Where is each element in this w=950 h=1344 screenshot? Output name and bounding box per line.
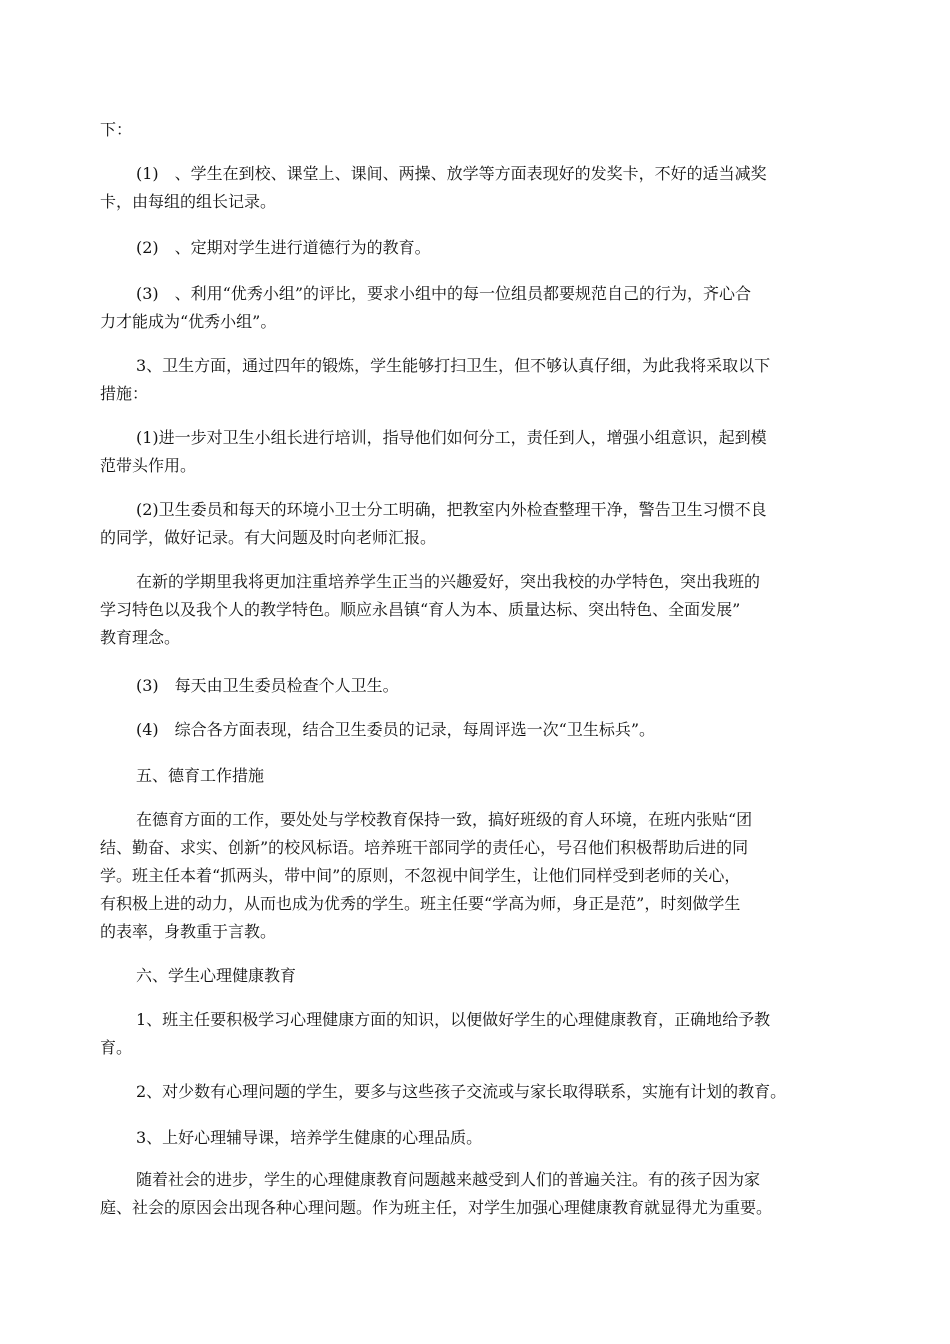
paragraph-new-semester: [100, 568, 862, 652]
paragraph-moral-education: [100, 806, 862, 946]
text-line: 学习特色以及我个人的教学特色。顺应永昌镇“育人为本、质量达标、突出特色、全面发展”: [100, 600, 741, 619]
text-line: 卡，由每组的组长记录。: [100, 192, 277, 211]
text-line: 2、对少数有心理问题的学生，要多与这些孩子交流或与家长取得联系，实施有计划的教育。: [136, 1082, 787, 1101]
paragraph-item-1-awards: [100, 160, 862, 216]
text-line: 在德育方面的工作，要处处与学校教育保持一致，搞好班级的育人环境，在班内张贴“团: [136, 810, 753, 829]
paragraph-item-2-moral-education: [100, 234, 862, 262]
text-line: (3) 、利用“优秀小组”的评比，要求小组中的每一位组员都要规范自己的行为，齐心合: [136, 284, 752, 303]
text-line: 学。班主任本着“抓两头，带中间”的原则，不忽视中间学生，让他们同样受到老师的关心，: [100, 866, 741, 885]
paragraph-hygiene-3: [100, 672, 862, 700]
section-heading-mental-health: [100, 962, 862, 990]
text-line: 范带头作用。: [100, 456, 197, 475]
paragraph-mental-health-2: [100, 1078, 862, 1106]
text-line: (4) 综合各方面表现，结合卫生委员的记录，每周评选一次“卫生标兵”。: [136, 720, 656, 739]
section-heading-moral-education: [100, 762, 862, 790]
text-line: (2) 、定期对学生进行道德行为的教育。: [136, 238, 431, 257]
paragraph-hygiene-2: [100, 496, 862, 552]
text-line: (1) 、学生在到校、课堂上、课间、两操、放学等方面表现好的发奖卡，不好的适当减奖: [136, 164, 767, 183]
text-line: 庭、社会的原因会出现各种心理问题。作为班主任，对学生加强心理健康教育就显得尤为重要。: [100, 1198, 773, 1217]
text-line: 措施：: [100, 384, 149, 403]
paragraph-hygiene-1: [100, 424, 862, 480]
paragraph-mental-health-3: [100, 1124, 862, 1152]
text-line: 1、班主任要积极学习心理健康方面的知识，以便做好学生的心理健康教育，正确地给予教: [136, 1010, 771, 1029]
text-line: 随着社会的进步，学生的心理健康教育问题越来越受到人们的普遍关注。有的孩子因为家: [136, 1170, 761, 1189]
paragraph-closing: [100, 1166, 862, 1222]
text-line: 的表率，身教重于言教。: [100, 922, 277, 941]
paragraph-continuation: [100, 116, 862, 144]
text-line: 3、卫生方面，通过四年的锻炼，学生能够打扫卫生，但不够认真仔细，为此我将采取以下: [136, 356, 771, 375]
text-line: 有积极上进的动力，从而也成为优秀的学生。班主任要“学高为师，身正是范”，时刻做学生: [100, 894, 741, 913]
text-line: 结、勤奋、求实、创新”的校风标语。培养班干部同学的责任心，号召他们积极帮助后进的同: [100, 838, 749, 857]
paragraph-hygiene-4: [100, 716, 862, 744]
text-line: (1)进一步对卫生小组长进行培训，指导他们如何分工，责任到人，增强小组意识，起到模: [136, 428, 767, 447]
text-line: 在新的学期里我将更加注重培养学生正当的兴趣爱好，突出我校的办学特色，突出我班的: [136, 572, 761, 591]
text-line: (2)卫生委员和每天的环境小卫士分工明确，把教室内外检查整理干净，警告卫生习惯不良: [136, 500, 767, 519]
section-heading: 五、德育工作措施: [136, 766, 265, 785]
text-line: 力才能成为“优秀小组”。: [100, 312, 277, 331]
text-line: 的同学，做好记录。有大问题及时向老师汇报。: [100, 528, 437, 547]
text-line: 3、上好心理辅导课，培养学生健康的心理品质。: [136, 1128, 483, 1147]
text-line: 下：: [100, 120, 133, 139]
text-line: 教育理念。: [100, 628, 181, 647]
paragraph-hygiene-intro: [100, 352, 862, 408]
paragraph-mental-health-1: [100, 1006, 862, 1062]
paragraph-item-3-best-group: [100, 280, 862, 336]
section-heading: 六、学生心理健康教育: [136, 966, 297, 985]
text-line: (3) 每天由卫生委员检查个人卫生。: [136, 676, 399, 695]
text-line: 育。: [100, 1038, 133, 1057]
